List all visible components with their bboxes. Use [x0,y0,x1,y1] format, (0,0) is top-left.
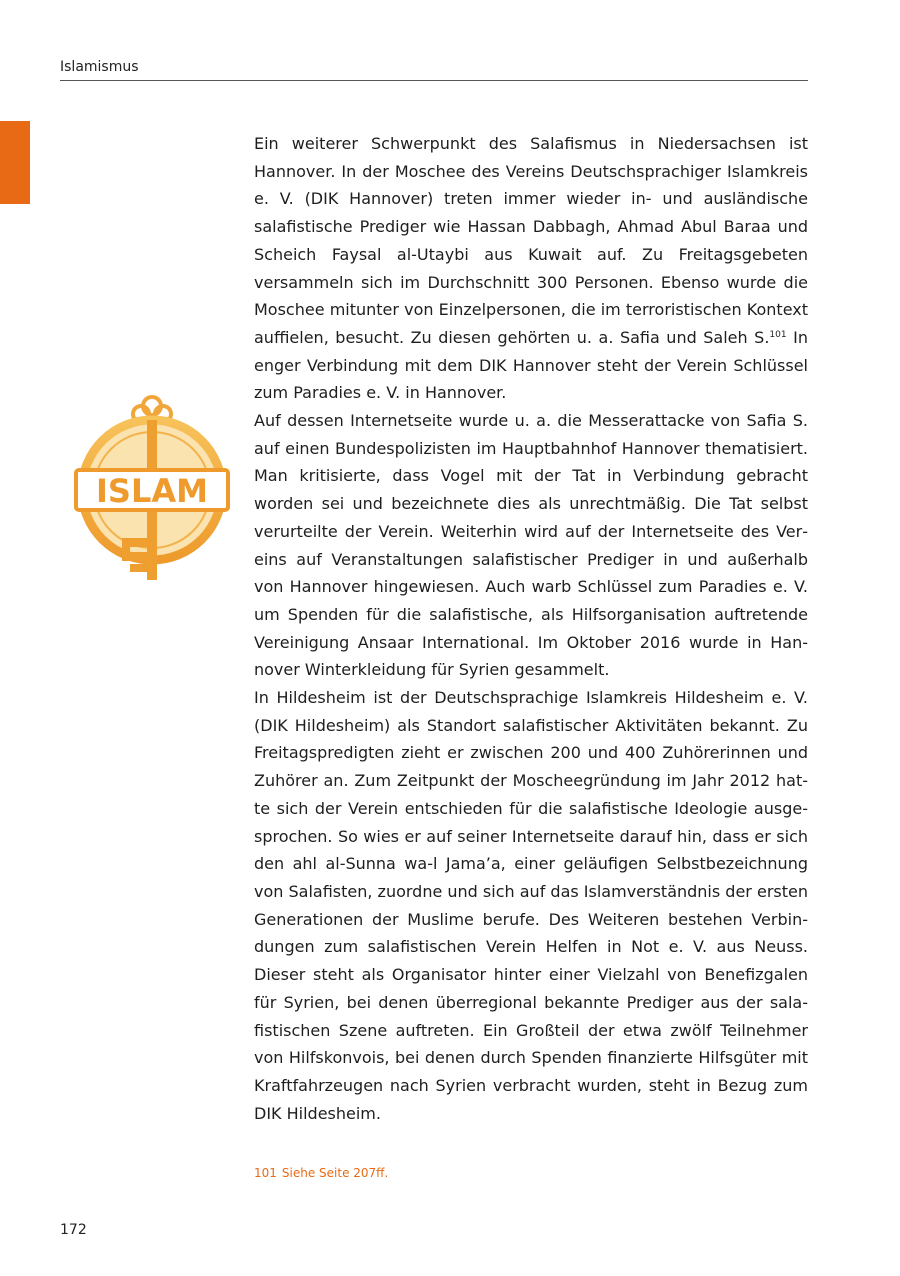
page-number: 172 [60,1222,87,1238]
running-title: Islamismus [60,59,139,75]
key-emblem-icon [72,392,232,582]
footnote-reference: 101 [769,329,787,340]
footnote [254,1166,388,1180]
header-rule [60,80,808,81]
paragraph-schluessel-zum-paradies: Auf dessen Internetseite wurde u. a. die Messerattacke von Safia S. auf einen Bundespolizisten im Hauptbahnhof Hannover thematisiert. Man kritisierte, dass Vogel mit der Tat in Verbindung gebracht worden sei und bezeichnete dies als unrechtmäßig. Die Tat selbst verurteilte der Verein. Weiterhin wird auf der Internetseite des Vereins auf Veranstaltungen salafistischer Prediger in und außerhalb von Hannover hingewiesen. Auch warb Schlüssel zum Paradies e. V. um Spenden für die salafistische, als Hilfsorganisation auftretende Vereinigung Ansaar International. Im Oktober 2016 wurde in Hannover Winterkleidung für Syrien gesammelt. [254,411,808,680]
paragraph-hildesheim: In Hildesheim ist der Deutschsprachige Islamkreis Hildesheim e. V. (DIK Hildesheim) als Standort salafistischer Aktivitäten bekannt. Zu Freitagspredigten zieht er zwischen 200 und 400 Zuhörerinnen und Zuhörer an. Zum Zeitpunkt der Moscheegründung im Jahr 2012 hatte sich der Verein entschieden für die salafistische Ideologie ausgesprochen. So wies er auf seiner Internetseite darauf hin, dass er sich den ahl al-Sunna wa-l Jama’a, einer geläufigen Selbstbezeichnung von Salafisten, zuordne und sich auf das Islamverständnis der ersten Generationen der Muslime berufe. Des Weiteren bestehen Verbindungen zum salafistischen Verein Helfen in Not e. V. aus Neuss. Dieser steht als Organisator hinter einer Vielzahl von Benefizgalen für Syrien, bei denen überregional bekannte Prediger aus der salafistischen Szene auftreten. Ein Großteil der etwa zwölf Teilnehmer von Hilfskonvois, bei denen durch Spenden finanzierte Hilfsgüter mit Kraftfahrzeugen nach Syrien verbracht wurden, steht in Bezug zum DIK Hildesheim. [254,688,808,1123]
logo-text: ISLAM [96,472,208,510]
footnote-text: Siehe Seite 207ff. [281,1166,389,1180]
footnote-number: 101 [254,1166,277,1180]
section-tab-marker [0,121,30,204]
body-text [254,130,808,1127]
paragraph-hannover: Ein weiterer Schwerpunkt des Salafismus in Niedersachsen ist Hannover. In der Moschee des Vereins Deutschsprachiger Islamkreis e. V. (DIK Hannover) treten immer wieder in- und ausländische salafistische Prediger wie Hassan Dabbagh, Ahmad Abul Baraa und Scheich Faysal al-Utaybi aus Kuwait auf. Zu Freitagsgebeten versammeln sich im Durchschnitt 300 Personen. Ebenso wurde die Moschee mitunter von Einzelpersonen, die im terroristischen Kontext auffielen, besucht. Zu diesen gehörten u. a. Safia und Saleh S.$^{101}$ In enger Verbindung mit dem DIK Hannover steht der Verein Schlüssel zum Paradies e. V. in Hannover. [254,134,808,403]
